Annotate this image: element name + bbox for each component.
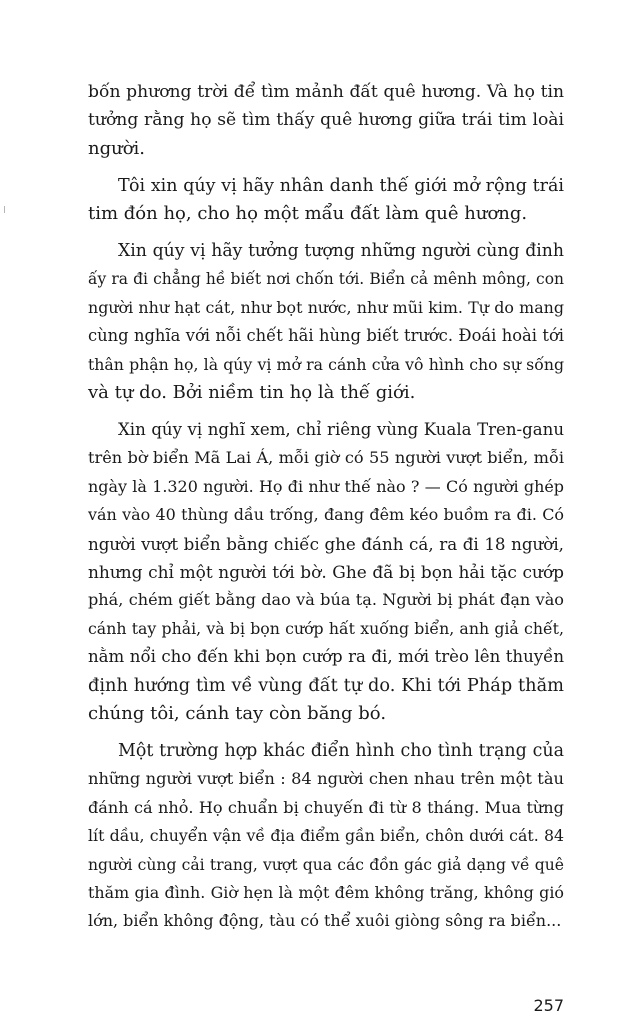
paragraph-1 xyxy=(88,78,564,163)
text-line: người như hạt cát, như bọt nước, như mũi kim. Tự do mang xyxy=(88,297,564,317)
text-line: ấy ra đi chẳng hề biết nơi chốn tới. Biển cả mênh mông, con xyxy=(88,270,564,289)
text-line: tưởng rằng họ sẽ tìm thấy quê hương giữa trái tim loài xyxy=(88,110,564,131)
text-line: Xin qúy vị nghĩ xem, chỉ riêng vùng Kuala Tren-ganu xyxy=(118,419,564,439)
page-number: 257 xyxy=(533,996,564,1015)
text-line: thăm gia đình. Giờ hẹn là một đêm không trăng, không gió xyxy=(88,882,564,902)
text-line: những người vượt biển : 84 người chen nhau trên một tàu xyxy=(88,769,564,789)
text-line: cánh tay phải, và bị bọn cướp hất xuống biển, anh giả chết, xyxy=(88,618,564,638)
text-line: lít dầu, chuyển vận về địa điểm gần biển, chôn dưới cát. 84 xyxy=(88,826,564,846)
text-line: ngày là 1.320 người. Họ đi như thế nào ? — Có người ghép xyxy=(88,476,564,496)
text-line: định hướng tìm về vùng đất tự do. Khi tới Pháp thăm xyxy=(88,675,564,696)
text-line: người vượt biển bằng chiếc ghe đánh cá, ra đi 18 người, xyxy=(88,533,564,554)
text-line: tim đón họ, cho họ một mẩu đất làm quê hương. xyxy=(88,203,528,225)
paragraph-2 xyxy=(88,172,564,229)
text-line: Một trường hợp khác điển hình cho tình trạng của xyxy=(118,740,564,761)
text-line: Xin qúy vị hãy tưởng tượng những người cùng đinh xyxy=(118,241,564,262)
paragraph-5 xyxy=(88,737,564,936)
text-line: thân phận họ, là qúy vị mở ra cánh cửa vô hình cho sự sống xyxy=(88,354,564,374)
paragraph-4 xyxy=(88,416,564,728)
text-line: phá, chém giết bằng dao và búa tạ. Người bị phát đạn vào xyxy=(88,590,564,610)
text-line: người. xyxy=(88,137,146,159)
text-line: lớn, biển không động, tàu có thể xuôi giòng sông ra biển... xyxy=(88,911,562,931)
text-line: người cùng cải trang, vượt qua các đồn gác giả dạng về quê xyxy=(88,855,564,874)
text-line: và tự do. Bởi niềm tin họ là thế giới. xyxy=(88,382,416,404)
paragraph-3 xyxy=(88,237,564,407)
text-line: cùng nghĩa với nỗi chết hãi hùng biết trước. Đoái hoài tới xyxy=(88,326,564,346)
text-line: bốn phương trời để tìm mảnh đất quê hương. Và họ tin xyxy=(88,82,564,102)
text-line: trên bờ biển Mã Lai Á, mỗi giờ có 55 người vượt biển, mỗi xyxy=(88,448,564,468)
text-line: Tôi xin qúy vị hãy nhân danh thế giới mở rộng trái xyxy=(118,175,564,196)
text-line: nằm nổi cho đến khi bọn cướp ra đi, mới trèo lên thuyền xyxy=(88,647,564,667)
text-line: đánh cá nhỏ. Họ chuẩn bị chuyến đi từ 8 tháng. Mua từng xyxy=(88,797,564,817)
text-line: nhưng chỉ một người tới bờ. Ghe đã bị bọn hải tặc cướp xyxy=(88,562,564,582)
text-line: ván vào 40 thùng dầu trống, đang đêm kéo buồm ra đi. Có xyxy=(88,505,564,525)
margin-mark xyxy=(4,206,5,213)
text-line: chúng tôi, cánh tay còn băng bó. xyxy=(88,703,387,725)
body-text xyxy=(88,78,564,944)
